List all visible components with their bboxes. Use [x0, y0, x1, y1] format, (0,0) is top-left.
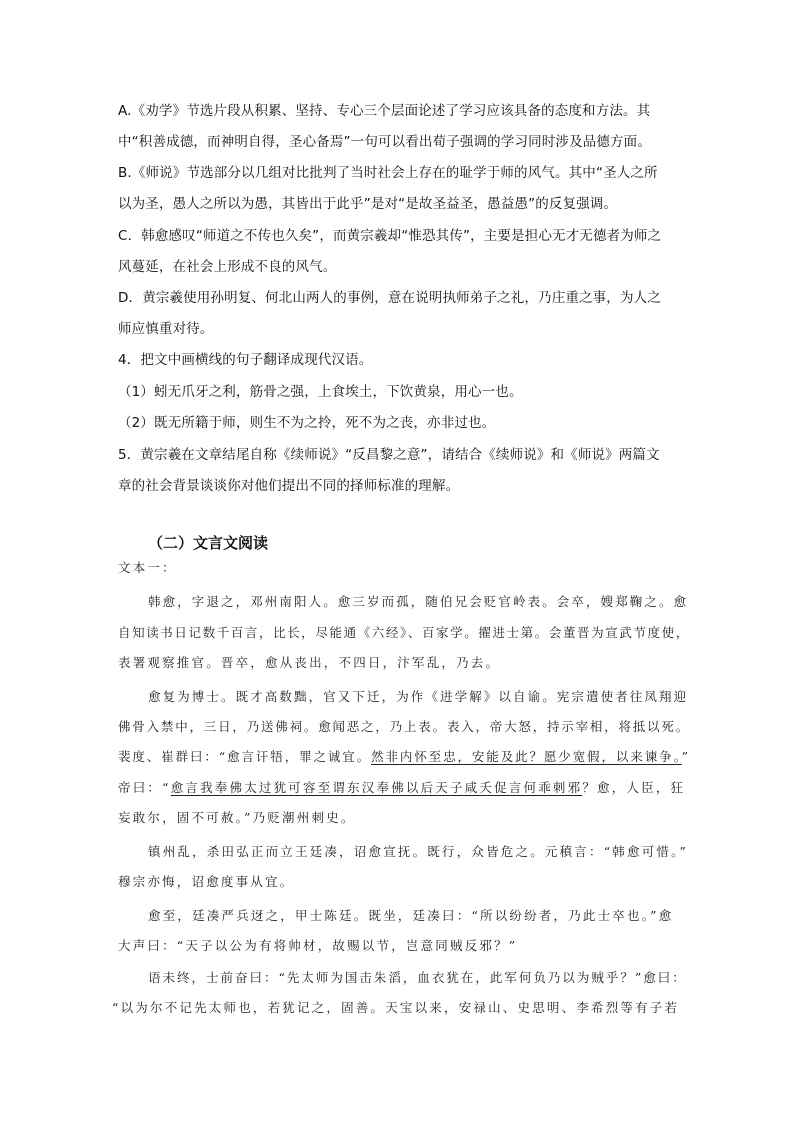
option-c-line-2: 风蔓延，在社会上形成不良的风气。	[118, 259, 337, 275]
question-4-sentence-1: （1）蚓无爪牙之利，筋骨之强，上食埃土，下饮黄泉，用心一也。	[118, 384, 523, 400]
para3-line-2: 穆宗亦悔，诏愈度事从宜。	[118, 874, 295, 889]
para2-line-4	[118, 779, 685, 797]
para5-line-2: “以为尔不记先太师也，若犹记之，固善。天宝以来，安禄山、史思明、李希烈等有子若	[112, 1000, 680, 1015]
question-5-line-1: 5．黄宗羲在文章结尾自称《续师说》“反昌黎之意”，请结合《续师说》和《师说》两篇文	[118, 447, 660, 463]
option-c-line-1: C．韩愈感叹“师道之不传也久矣”，而黄宗羲却“惟恐其传”，主要是担心无才无德者为师之	[118, 228, 662, 244]
para2-line-3-end: ”	[681, 749, 690, 764]
para1-line-3: 表署观察推官。晋卒，愈从丧出，不四日，汴军乱，乃去。	[118, 655, 501, 670]
para2-line-4-end: ？愈，人臣，狂	[582, 780, 686, 795]
para5-line-1: 语未终，士前奋曰：“先太师为国击朱滔，血衣犹在，此军何负乃以为贼乎？”愈曰：	[148, 970, 687, 985]
para2-line-3	[118, 748, 690, 766]
para2-line-3-plain: 裴度、崔群曰：“愈言讦牾，罪之诚宜。	[118, 749, 372, 764]
section-title: （二）文言文阅读	[148, 534, 269, 552]
option-d-line-1: D．黄宗羲使用孙明复、何北山两人的事例，意在说明执师弟子之礼，乃庄重之事，为人之	[118, 290, 661, 306]
para1-line-2: 自知读书日记数千百言，比长，尽能通《六经》、百家学。擢进士第。会董晋为宣武节度使，	[118, 625, 690, 640]
option-b-line-1: B.《师说》节选部分以几组对比批判了当时社会上存在的耻学于师的风气。其中“圣人之所	[118, 165, 658, 181]
para2-line-2: 佛骨入禁中，三日，乃送佛祠。愈闻恶之，乃上表。表入，帝大怒，持示宰相，将抵以死。	[118, 719, 691, 734]
para4-line-1: 愈至，廷凑严兵迓之，甲士陈廷。既坐，廷凑曰：“所以纷纷者，乃此士卒也。”愈	[148, 908, 674, 923]
option-b-line-2: 以为圣，愚人之所以为愚，其皆出于此乎”是对“是故圣益圣，愚益愚”的反复强调。	[118, 196, 618, 212]
para3-line-1: 镇州乱，杀田弘正而立王廷凑，诏愈宣抚。既行，众皆危之。元稹言：“韩愈可惜。”	[148, 844, 689, 859]
option-d-line-2: 师应慎重对待。	[118, 321, 214, 337]
para2-line-4-plain: 帝曰：“	[118, 780, 171, 795]
para1-line-1: 韩愈，字退之，邓州南阳人。愈三岁而孤，随伯兄会贬官岭表。会卒，嫂郑鞠之。愈	[148, 594, 689, 609]
para4-line-2: 大声曰：“天子以公为有将帅材，故赐以节，岂意同贼反邪？”	[118, 938, 518, 953]
question-5-line-2: 章的社会背景谈谈你对他们提出不同的择师标准的理解。	[118, 478, 460, 494]
underlined-sentence-2: 愈言我奉佛太过犹可容至谓东汉奉佛以后天子咸夭促言何乖刺邪	[170, 780, 583, 795]
para2-line-1: 愈复为博士。既才高数黜，官又下迁，为作《进学解》以自谕。宪宗遣使者往凤翔迎	[148, 689, 689, 704]
para2-line-5: 妄敢尔，固不可赦。”乃贬潮州刺史。	[118, 810, 356, 825]
question-4-stem: 4．把文中画横线的句子翻译成现代汉语。	[118, 352, 373, 368]
underlined-sentence-1: 然非内怀至忠，安能及此？愿少宽假，以来谏争。	[371, 749, 682, 764]
option-a-line-1: A.《劝学》节选片段从积累、坚持、专心三个层面论述了学习应该具备的态度和方法。其	[118, 103, 651, 119]
question-4-sentence-2: （2）既无所籍于师，则生不为之拎，死不为之丧，亦非过也。	[118, 415, 496, 431]
text-label: 文本一：	[118, 560, 177, 575]
option-a-line-2: 中“积善成德，而神明自得，圣心备焉”一句可以看出荀子强调的学习同时涉及品德方面。	[118, 134, 651, 150]
